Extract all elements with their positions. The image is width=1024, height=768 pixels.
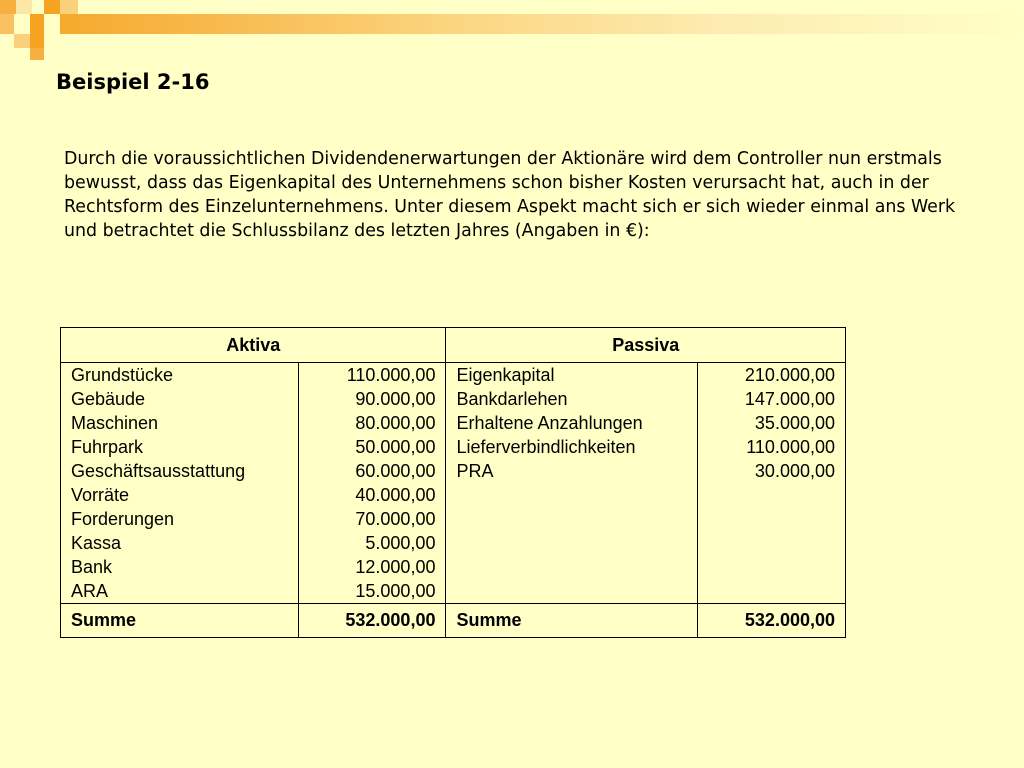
aktiva-label: Vorräte: [71, 485, 130, 505]
aktiva-labels: [61, 363, 299, 604]
header-band: [0, 14, 1024, 34]
passiva-value: 110.000,00: [746, 437, 835, 457]
deco-square: [44, 0, 60, 14]
deco-square: [30, 34, 44, 48]
aktiva-value: 15.000,00: [355, 581, 436, 601]
balance-sheet-table: [60, 327, 846, 638]
deco-square: [30, 48, 44, 60]
passiva-value: 35.000,00: [754, 413, 835, 433]
aktiva-header: Aktiva: [61, 328, 446, 363]
passiva-label: PRA: [456, 461, 494, 481]
table-header-row: [61, 328, 846, 363]
deco-square: [0, 0, 16, 14]
aktiva-value: 110.000,00: [346, 365, 436, 385]
deco-square: [14, 34, 30, 48]
passiva-value: 30.000,00: [754, 461, 835, 481]
passiva-label: Erhaltene Anzahlungen: [456, 413, 643, 433]
passiva-value: 147.000,00: [744, 389, 835, 409]
deco-square: [0, 14, 14, 34]
aktiva-label: Bank: [71, 557, 113, 577]
aktiva-value: 5.000,00: [365, 533, 436, 553]
intro-paragraph: Durch die voraussichtlichen Dividendenerwartungen der Aktionäre wird dem Controller nun erstmals bewusst, dass das Eigenkapital des Unternehmens schon bisher Kosten verursacht hat, auch in der Rechtsform des Einzelunternehmens. Unter diesem Aspekt macht sich er sich wieder einmal ans Werk und betrachtet die Schlussbilanz des letzten Jahres (Angaben in €):: [64, 149, 956, 241]
passiva-label: Lieferverbindlichkeiten: [456, 437, 636, 457]
passiva-value: 210.000,00: [744, 365, 835, 385]
aktiva-values: [298, 363, 446, 604]
aktiva-sum-label: Summe: [61, 604, 299, 638]
aktiva-label: Gebäude: [71, 389, 146, 409]
sum-row: [61, 604, 846, 638]
aktiva-label: Grundstücke: [71, 365, 174, 385]
passiva-header: Passiva: [446, 328, 846, 363]
aktiva-value: 60.000,00: [355, 461, 436, 481]
passiva-label: Bankdarlehen: [456, 389, 568, 409]
aktiva-sum-value: 532.000,00: [298, 604, 446, 638]
aktiva-value: 80.000,00: [355, 413, 436, 433]
aktiva-value: 50.000,00: [355, 437, 436, 457]
aktiva-label: Geschäftsausstattung: [71, 461, 246, 481]
passiva-label: Eigenkapital: [456, 365, 555, 385]
passiva-labels: [446, 363, 698, 604]
table-row: [61, 363, 846, 604]
passiva-values: [698, 363, 846, 604]
aktiva-value: 12.000,00: [355, 557, 436, 577]
aktiva-label: ARA: [71, 581, 109, 601]
aktiva-value: 90.000,00: [355, 389, 436, 409]
deco-square: [16, 0, 32, 14]
passiva-sum-label: Summe: [446, 604, 698, 638]
slide-title: Beispiel 2-16: [56, 70, 210, 94]
deco-square: [60, 0, 78, 14]
aktiva-value: 40.000,00: [355, 485, 436, 505]
aktiva-value: 70.000,00: [355, 509, 436, 529]
deco-square: [30, 14, 44, 34]
deco-square: [14, 14, 30, 34]
aktiva-label: Fuhrpark: [71, 437, 144, 457]
passiva-sum-value: 532.000,00: [698, 604, 846, 638]
aktiva-label: Maschinen: [71, 413, 159, 433]
aktiva-label: Kassa: [71, 533, 122, 553]
aktiva-label: Forderungen: [71, 509, 175, 529]
deco-square: [44, 14, 60, 34]
